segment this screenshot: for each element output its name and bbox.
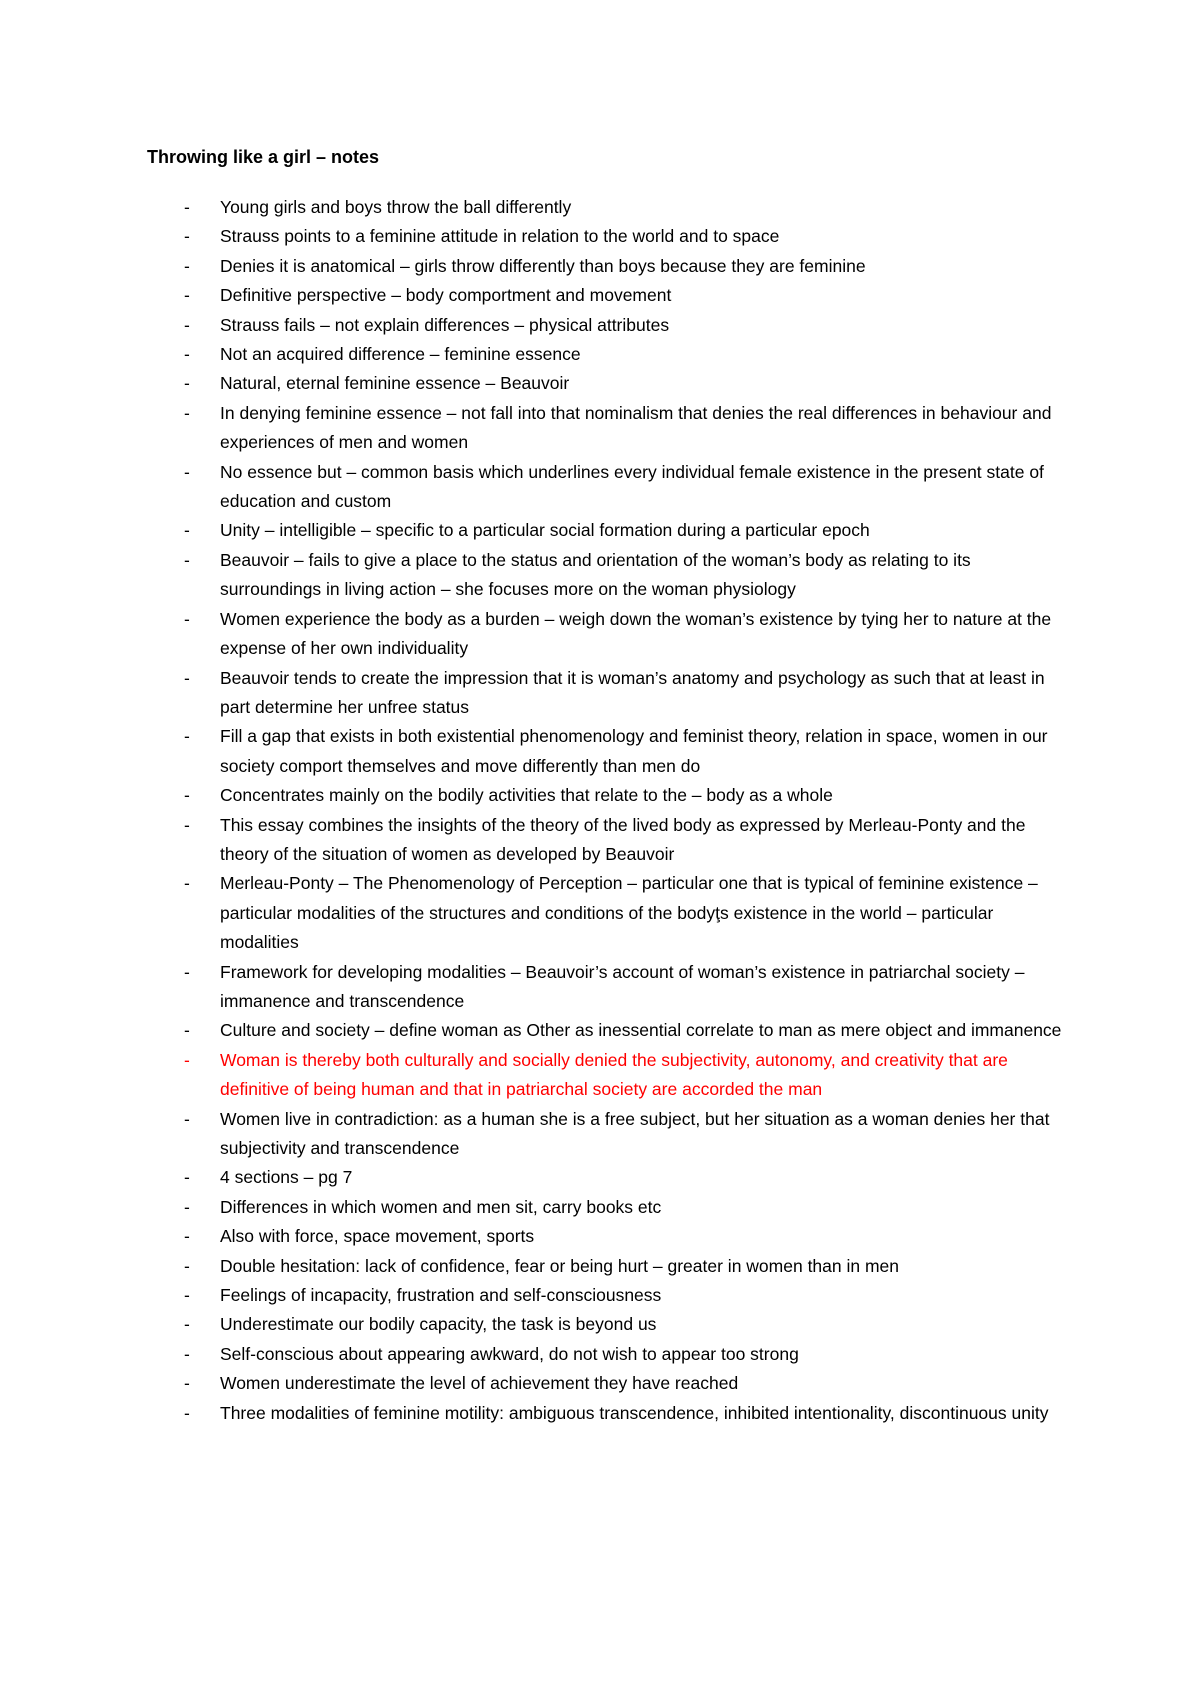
note-text: Natural, eternal feminine essence – Beauvoir	[220, 373, 570, 394]
bullet-dash: -	[184, 255, 190, 276]
bullet-dash: -	[184, 197, 190, 217]
note-text: Women underestimate the level of achievement they have reached	[220, 1373, 739, 1394]
bullet-dash: -	[184, 1402, 190, 1423]
note-item	[0, 516, 1070, 545]
note-text: Three modalities of feminine motility: ambiguous transcendence, inhibited intentionality, discontinuous unity	[220, 1402, 1049, 1423]
bullet-dash: -	[184, 1020, 190, 1041]
note-item	[0, 1222, 1070, 1251]
note-text: Fill a gap that exists in both existential phenomenology and feminist theory, relation in space, women in our society comport themselves and move differently than men do	[220, 726, 1048, 776]
highlighted-note-item	[0, 1046, 1070, 1105]
bullet-dash: -	[184, 726, 190, 747]
note-item	[0, 1369, 1070, 1398]
bullet-dash: -	[184, 344, 190, 365]
note-text: Beauvoir – fails to give a place to the status and orientation of the woman’s body as relating to its surroundings in living action – she focuses more on the woman physiology	[220, 549, 971, 600]
note-text: 4 sections – pg 7	[220, 1167, 353, 1188]
bullet-dash: -	[184, 549, 190, 570]
bullet-dash: -	[184, 1373, 190, 1394]
bullet-dash: -	[184, 873, 190, 894]
note-text: Merleau-Ponty – The Phenomenology of Perception – particular one that is typical of feminine existence – particular modalities of the structures and conditions of the bodyţs existence in the world – particular modalities	[220, 873, 1038, 953]
note-item	[0, 958, 1070, 1017]
note-item	[0, 605, 1070, 664]
bullet-dash: -	[184, 961, 190, 982]
note-text: Not an acquired difference – feminine essence	[220, 344, 581, 365]
bullet-dash: -	[184, 1196, 190, 1217]
note-item	[0, 252, 1070, 281]
bullet-dash: -	[184, 461, 190, 482]
note-text: Framework for developing modalities – Beauvoir’s account of woman’s existence in patriarchal society – immanence and transcendence	[220, 961, 1025, 1011]
note-text: Women experience the body as a burden – weigh down the woman’s existence by tying her to nature at the expense of her own individuality	[220, 608, 1052, 659]
note-item	[0, 369, 1070, 398]
bullet-dash: -	[184, 314, 190, 335]
bullet-dash: -	[184, 1343, 190, 1364]
note-item	[0, 664, 1070, 723]
note-item	[0, 1193, 1070, 1222]
note-item	[0, 1310, 1070, 1339]
note-item	[0, 1016, 1070, 1045]
bullet-dash: -	[184, 1285, 190, 1306]
note-item	[0, 458, 1070, 517]
bullet-dash: -	[184, 373, 190, 394]
bullet-dash: -	[184, 520, 190, 541]
note-text: Differences in which women and men sit, carry books etc	[220, 1196, 662, 1217]
note-text: Also with force, space movement, sports	[220, 1226, 535, 1247]
bullet-dash: -	[184, 814, 190, 835]
note-text: This essay combines the insights of the theory of the lived body as expressed by Merleau-Ponty and the theory of the situation of women as developed by Beauvoir	[220, 814, 1026, 864]
note-item	[0, 311, 1070, 340]
note-text: Culture and society – define woman as Other as inessential correlate to man as mere object and immanence	[220, 1020, 1062, 1041]
bullet-dash: -	[184, 285, 190, 306]
note-item	[0, 546, 1070, 605]
note-item	[0, 722, 1070, 781]
note-text: In denying feminine essence – not fall into that nominalism that denies the real differences in behaviour and experiences of men and women	[220, 402, 1052, 453]
note-item	[0, 1105, 1070, 1164]
bullet-dash: -	[184, 1255, 190, 1276]
notes-list	[0, 193, 1200, 1428]
bullet-dash: -	[184, 667, 190, 688]
note-text: Double hesitation: lack of confidence, fear or being hurt – greater in women than in men	[220, 1255, 900, 1276]
note-item	[0, 1340, 1070, 1369]
note-item	[0, 399, 1070, 458]
note-text: Underestimate our bodily capacity, the task is beyond us	[220, 1314, 657, 1335]
note-text: Unity – intelligible – specific to a particular social formation during a particular epoch	[220, 520, 870, 541]
bullet-dash: -	[184, 402, 190, 423]
note-item	[0, 1399, 1070, 1428]
note-item	[0, 193, 1070, 222]
bullet-dash: -	[184, 1314, 190, 1335]
bullet-dash: -	[184, 1226, 190, 1247]
document-title: Throwing like a girl – notes	[147, 147, 380, 167]
note-item	[0, 811, 1070, 870]
bullet-dash: -	[184, 1049, 190, 1070]
bullet-dash: -	[184, 608, 190, 629]
note-text: Beauvoir tends to create the impression that it is woman’s anatomy and psychology as such that at least in part determine her unfree status	[220, 667, 1045, 717]
note-item	[0, 781, 1070, 810]
note-text: No essence but – common basis which underlines every individual female existence in the present state of education and custom	[220, 461, 1044, 512]
bullet-dash: -	[184, 226, 190, 247]
bullet-dash: -	[184, 1167, 190, 1188]
note-text: Strauss fails – not explain differences – physical attributes	[220, 314, 670, 335]
note-item	[0, 869, 1070, 957]
note-text: Definitive perspective – body comportment and movement	[220, 285, 672, 306]
note-text: Woman is thereby both culturally and socially denied the subjectivity, autonomy, and creativity that are definitive of being human and that in patriarchal society are accorded the man	[220, 1049, 1008, 1100]
note-item	[0, 1252, 1070, 1281]
bullet-dash: -	[184, 1108, 190, 1129]
note-item	[0, 1163, 1070, 1192]
note-item	[0, 340, 1070, 369]
note-text: Concentrates mainly on the bodily activities that relate to the – body as a whole	[220, 785, 833, 806]
note-item	[0, 281, 1070, 310]
note-item	[0, 222, 1070, 251]
note-text: Young girls and boys throw the ball differently	[220, 197, 572, 217]
note-text: Women live in contradiction: as a human she is a free subject, but her situation as a woman denies her that subjectivity and transcendence	[220, 1108, 1050, 1158]
note-item	[0, 1281, 1070, 1310]
note-text: Denies it is anatomical – girls throw differently than boys because they are feminine	[220, 255, 866, 276]
note-text: Feelings of incapacity, frustration and self-consciousness	[220, 1285, 662, 1306]
note-text: Strauss points to a feminine attitude in relation to the world and to space	[220, 226, 780, 247]
bullet-dash: -	[184, 785, 190, 806]
note-text: Self-conscious about appearing awkward, do not wish to appear too strong	[220, 1343, 799, 1364]
